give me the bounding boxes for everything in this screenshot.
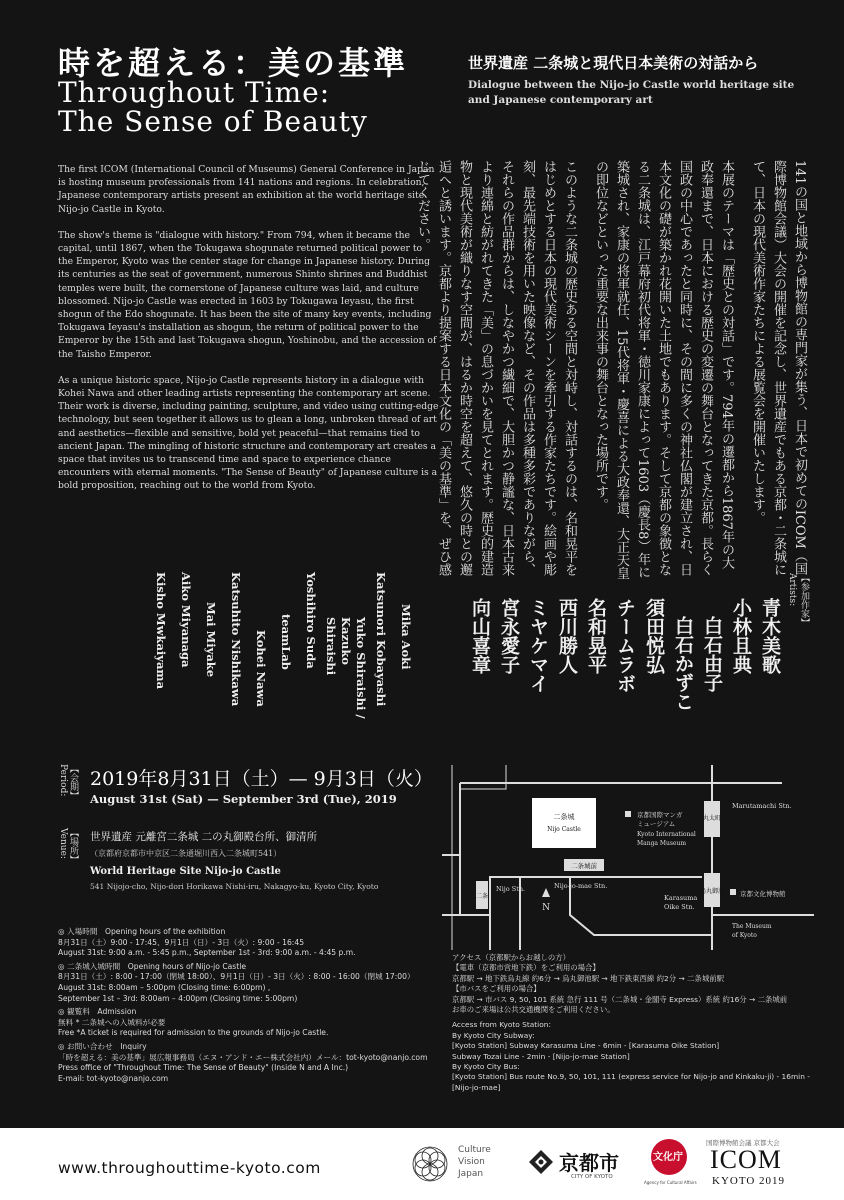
map-karasuma1: Karasuma xyxy=(664,894,698,902)
hours-en: August 31st: 9:00 a.m. - 5:45 p.m., September 1st - 3rd: 9:00 a.m. - 4:45 p.m. xyxy=(58,948,356,958)
title-en xyxy=(58,78,368,136)
map-manga-en1: Kyoto International xyxy=(637,831,696,838)
castle-hours-en: September 1st – 3rd: 8:00am – 4:00pm (Closing time: 5:00pm) xyxy=(58,993,298,1003)
castle-hours-jp: 8月31日（土）: 8:00 - 17:00（閉城 18:00）、9月1日（日）- 3日（火）: 8:00 - 16:00（閉城 17:00） xyxy=(58,972,415,982)
artists-label xyxy=(787,573,809,627)
access-heading-en: Access from Kyoto Station: xyxy=(452,1020,551,1030)
map-museum-en2: of Kyoto xyxy=(732,932,757,939)
access-bus-heading-en: By Kyoto City Bus: xyxy=(452,1062,520,1072)
map-karasuma2: Oike Stn. xyxy=(664,903,695,911)
exhibition-info xyxy=(58,924,428,1084)
artists-label-en: Artists: xyxy=(787,573,797,607)
subtitle-jp: 世界遺産 二条城と現代日本美術の対話から xyxy=(468,54,759,72)
japanese-paragraph: このような二条城の歴史ある空間と対峙し、対話するのは、名和晃平をはじめとする日本の現代美術シーンを牽引する作家たちです。絵画や彫刻、最先端技術を用いた映像など、その作品は多種多彩でありながら、それらの作品群からは、しなやかつ繊細で、大胆かつ静謐な、日本古来より連綿と紡がれてきた「美」の息づかいを見てとれます。歴史的建造物と現代美術が織りなす空間が、はるか時空を超えて、悠久の時との邂逅へと誘います。京都より提案する日本文化の「美の基準」を、ぜひ感じてください。 xyxy=(415,160,577,576)
cvj-text: Japan xyxy=(458,1169,484,1179)
access-subway-route-en: [Kyoto Station] Subway Karasuma Line - 6min - [Karasuma Oike Station] xyxy=(452,1041,720,1051)
artist-name-jp: ミヤケマイ xyxy=(527,598,549,693)
access-subway-route-jp: 京都駅 → 地下鉄烏丸線 約6分 → 烏丸御池駅 → 地下鉄東西線 約2分 → 二条城前駅 xyxy=(452,973,724,983)
kyoto-city-name: 京都市 xyxy=(559,1151,619,1175)
venue-en: World Heritage Site Nijo-jo Castle xyxy=(90,866,281,877)
admission-jp: 無料 * 二条城への入城料が必要 xyxy=(58,1017,166,1027)
icom-top-text: 国際博物館会議 京都大会 xyxy=(706,1139,780,1147)
artists-list-jp xyxy=(418,598,784,758)
artist-name-en: Kazuko Shiraishi xyxy=(324,617,353,676)
venue-label xyxy=(58,828,78,864)
hours-heading: ◎ 入場時間 Opening hours of the exhibition xyxy=(58,927,226,936)
japanese-paragraph: 141の国と地域から博物館の専門家が集う、日本で初めてのICOM（国際博物館会議）大会の開催を記念し、世界遺産でもある京都・二条城にて、日本の現代美術作家たちによる展覧会を開催いたします。 xyxy=(750,160,807,576)
map-north: N xyxy=(542,903,550,913)
access-subway-heading-en: By Kyoto City Subway: xyxy=(452,1030,535,1040)
artist-name-jp: 須田悦弘 xyxy=(643,598,665,674)
nijo-castle-block xyxy=(532,798,596,848)
access-map xyxy=(442,765,814,950)
artist-name-en: Yoshihiro Suda xyxy=(304,572,318,669)
artist-name-en: Aiko Miyanaga xyxy=(179,572,193,668)
map-karasuma-sign: 烏丸御池 xyxy=(699,888,725,895)
artists-label-jp: 【参加作家】 xyxy=(799,573,809,627)
castle-hours-heading: ◎ 二条城入城時間 Opening hours of Nijo-jo Castle xyxy=(58,961,246,971)
map-marutamachi-sign: 丸太町 xyxy=(702,815,722,822)
artists-list-en xyxy=(52,572,418,722)
period-label-en: Period: xyxy=(58,764,68,797)
inquiry-jp: 「時を超える：美の基準」展広報事務局（エヌ・アンド・エー株式会社内）メール：tot-kyoto@nanjo.com xyxy=(58,1052,428,1062)
castle-hours-en: August 31st: 8:00am – 5:00pm (Closing time: 6:00pm) , xyxy=(58,982,271,992)
map-castle-jp: 二条城 xyxy=(553,813,575,821)
map-manga-en2: Manga Museum xyxy=(637,840,687,847)
website-link[interactable]: www.throughouttime-kyoto.com xyxy=(58,1159,321,1177)
inquiry-email[interactable]: E-mail: tot-kyoto@nanjo.com xyxy=(58,1073,169,1083)
footer xyxy=(0,1128,844,1200)
museum-marker xyxy=(730,889,736,895)
map-nijojomae: Nijo-jo-mae Stn. xyxy=(554,882,608,890)
period-label xyxy=(58,764,78,800)
venue-label-en: Venue: xyxy=(58,828,68,859)
kyoto-city-emblem-icon xyxy=(528,1149,554,1175)
english-paragraph: The show's theme is "dialogue with history." From 794, when it became the capital, until 1867, when the Tokugawa shogunate returned political power to the Emperor, Kyoto was the center stage for change in Japanese history. During its centuries as the seat of government, numerous Shinto shrines and Buddhist temples were built, the cornerstone of Japanese culture was laid, and culture blossomed. Nijo-jo Castle was erected in 1603 by Tokugawa Ieyasu, the first shogun of the Edo shogunate. It has been the site of many key events, including Tokugawa Ieyasu's installation as shogun, the return of political power to the Emperor by the 15th and last Tokugawa shogun, Yoshinobu, and the accession of the Taisho Emperor. xyxy=(58,229,437,360)
map-nijo-sign: 二条 xyxy=(475,893,489,900)
period-date-jp: 2019年8月31日（土）— 9月3日（火） xyxy=(90,768,433,790)
venue-address-jp: （京都府京都市中京区二条通堀川西入二条城町541） xyxy=(90,849,282,858)
access-info xyxy=(452,953,822,1093)
map-museum-en1: The Museum xyxy=(732,923,772,930)
english-paragraph: The first ICOM (International Council of Museums) General Conference in Japan is hosting museum professionals from 141 nations and regions. In celebration, Japanese contemporary artists present an exhibition at the world heritage site Nijo-jo Castle in Kyoto. xyxy=(58,164,435,215)
map-marutamachi: Marutamachi Stn. xyxy=(732,802,792,810)
north-arrow-icon xyxy=(542,888,550,897)
map-nijojomae-sign: 二条城前 xyxy=(571,862,597,870)
venue-label-jp: 【場所】 xyxy=(68,828,78,864)
admission-en: Free *A ticket is required for admission to the grounds of Nijo-jo Castle. xyxy=(58,1028,329,1038)
subtitle-en: Dialogue between the Nijo-jo Castle world heritage site and Japanese contemporary art xyxy=(468,79,795,106)
inquiry-en: Press office of "Throughout Time: The Sense of Beauty" (Inside N and A Inc.) xyxy=(58,1063,349,1073)
hours-jp: 8月31日（土）9:00 - 17:45、9月1日（日）- 3日（火）: 9:00 - 16:45 xyxy=(58,937,305,947)
period-label-jp: 【会期】 xyxy=(68,764,78,800)
artist-name-en: Kisho Mwkaiyama xyxy=(154,572,168,690)
kyoto-city-name-en: CITY OF KYOTO xyxy=(571,1174,613,1180)
access-bus-route-jp: 京都駅 → 市バス 9, 50, 101 系統 急行 111 号（二条城・金閣寺 Express）系統 約16分 → 二条城前 xyxy=(452,994,788,1004)
map-museum-jp: 京都文化博物館 xyxy=(740,890,786,898)
access-note-jp: お車のご来場は公共交通機関をご利用ください。 xyxy=(452,1005,615,1015)
map-castle-en: Nijo Castle xyxy=(547,826,581,833)
admission-heading: ◎ 観覧料 Admission xyxy=(58,1007,137,1017)
bunkacho-name: 文化庁 xyxy=(653,1152,683,1163)
japanese-paragraph: 本展のテーマは「歴史との対話」です。794年の遷都から1867年の大政奉還まで、日本における歴史の変遷の舞台となってきた京都。長らく国政の中心であったと同時に、その間に多くの神社仏閣が建立され、日本文化の礎が築かれ花開いた土地でもあります。そして京都の象徴となる二条城は、江戸幕府初代将軍・徳川家康によって1603（慶長8）年に築城され、家康の将軍就任、15代将軍・慶喜による大政奉還、大正天皇の即位などといった重要な出来事の舞台となった場所です。 xyxy=(593,160,734,580)
icom-wordmark: ICOM xyxy=(710,1145,782,1174)
title-en-line1: Throughout Time: xyxy=(58,76,331,109)
map-manga-jp2: ミュージアム xyxy=(637,820,676,828)
cvj-text: Vision xyxy=(458,1157,485,1167)
artist-name-en: Mai Miyake xyxy=(204,602,218,678)
title-en-line2: The Sense of Beauty xyxy=(58,105,368,138)
access-bus-route-en: [Kyoto Station] Bus route No.9, 50, 101, 111 (express service for Nijo-jo and Kinkaku-ji) - 16min - [Nijo-jo-mae] xyxy=(452,1072,810,1092)
access-heading-jp: アクセス（京都駅からお越しの方） xyxy=(452,953,571,962)
access-subway-route-en: Subway Tozai Line - 2min - [Nijo-jo-mae Station] xyxy=(452,1051,630,1061)
artist-name-jp: 白石由子 xyxy=(701,616,723,692)
map-manga-jp1: 京都国際マンガ xyxy=(637,811,683,819)
bunkacho-name-en: Agency for Cultural Affairs xyxy=(644,1180,697,1185)
artist-name-jp: 青木美歌 xyxy=(759,598,781,674)
access-bus-heading-jp: 【市バスをご利用の場合】 xyxy=(452,984,541,994)
title-jp: 時を超える：美の基準 xyxy=(58,44,409,82)
artist-name-jp: 小林且典 xyxy=(730,598,752,674)
artist-name-jp: チームラボ xyxy=(614,598,636,693)
artist-name-en: Katsunori Kobayashi xyxy=(374,572,388,707)
artist-name-en: Kohei Nawa xyxy=(254,630,268,707)
icom-sub-text: KYOTO 2019 xyxy=(712,1175,786,1187)
artist-name-jp: 西川勝人 xyxy=(556,598,578,674)
venue-address-en: 541 Nijojo-cho, Nijo-dori Horikawa Nishi-iru, Nakagyo-ku, Kyoto City, Kyoto xyxy=(90,882,379,891)
artist-name-en: Mika Aoki xyxy=(399,604,413,670)
artist-name-jp: 白石かずこ xyxy=(672,616,694,711)
cvj-emblem-icon xyxy=(410,1144,450,1184)
access-subway-heading-jp: 【電車（京都市営地下鉄）をご利用の場合】 xyxy=(452,963,600,973)
inquiry-heading: ◎ お問い合わせ Inquiry xyxy=(58,1041,147,1051)
artist-name-en: Katsuhito Nishikawa xyxy=(229,572,243,707)
artist-name-en: teamLab xyxy=(279,614,293,670)
venue-jp: 世界遺産 元離宮二条城 二の丸御殿台所、御清所 xyxy=(90,831,318,843)
artist-name-en: Yuko Shiraishi / xyxy=(354,617,368,719)
artist-name-jp: 宮永愛子 xyxy=(498,598,520,674)
map-nijo: Nijo Stn. xyxy=(496,885,526,893)
english-paragraph: As a unique historic space, Nijo-jo Castle represents history in a dialogue with Kohei Nawa and other leading artists representing the contemporary art scene. Their work is diverse, including painting, sculpture, and video using cutting-edge technology, but seen together it allows us to glean a long, unbroken thread of art and aesthetics—flexible and sensitive, bold yet peaceful—that remains tied to ancient Japan. The mingling of historic structure and contemporary art creates a space that invites us to transcend time and space to experience chance encounters with eternal moments. "The Sense of Beauty" of Japanese culture is a bold proposition, reaching out to the world from Kyoto. xyxy=(58,374,439,492)
artist-name-jp: 向山喜章 xyxy=(469,598,491,674)
manga-museum-marker xyxy=(625,811,631,817)
cvj-text: Culture xyxy=(458,1145,491,1155)
japanese-body-text xyxy=(415,160,810,580)
period-date-en: August 31st (Sat) — September 3rd (Tue), 2019 xyxy=(90,792,397,806)
artist-name-jp: 名和晃平 xyxy=(585,598,607,674)
english-body-text xyxy=(58,163,440,506)
